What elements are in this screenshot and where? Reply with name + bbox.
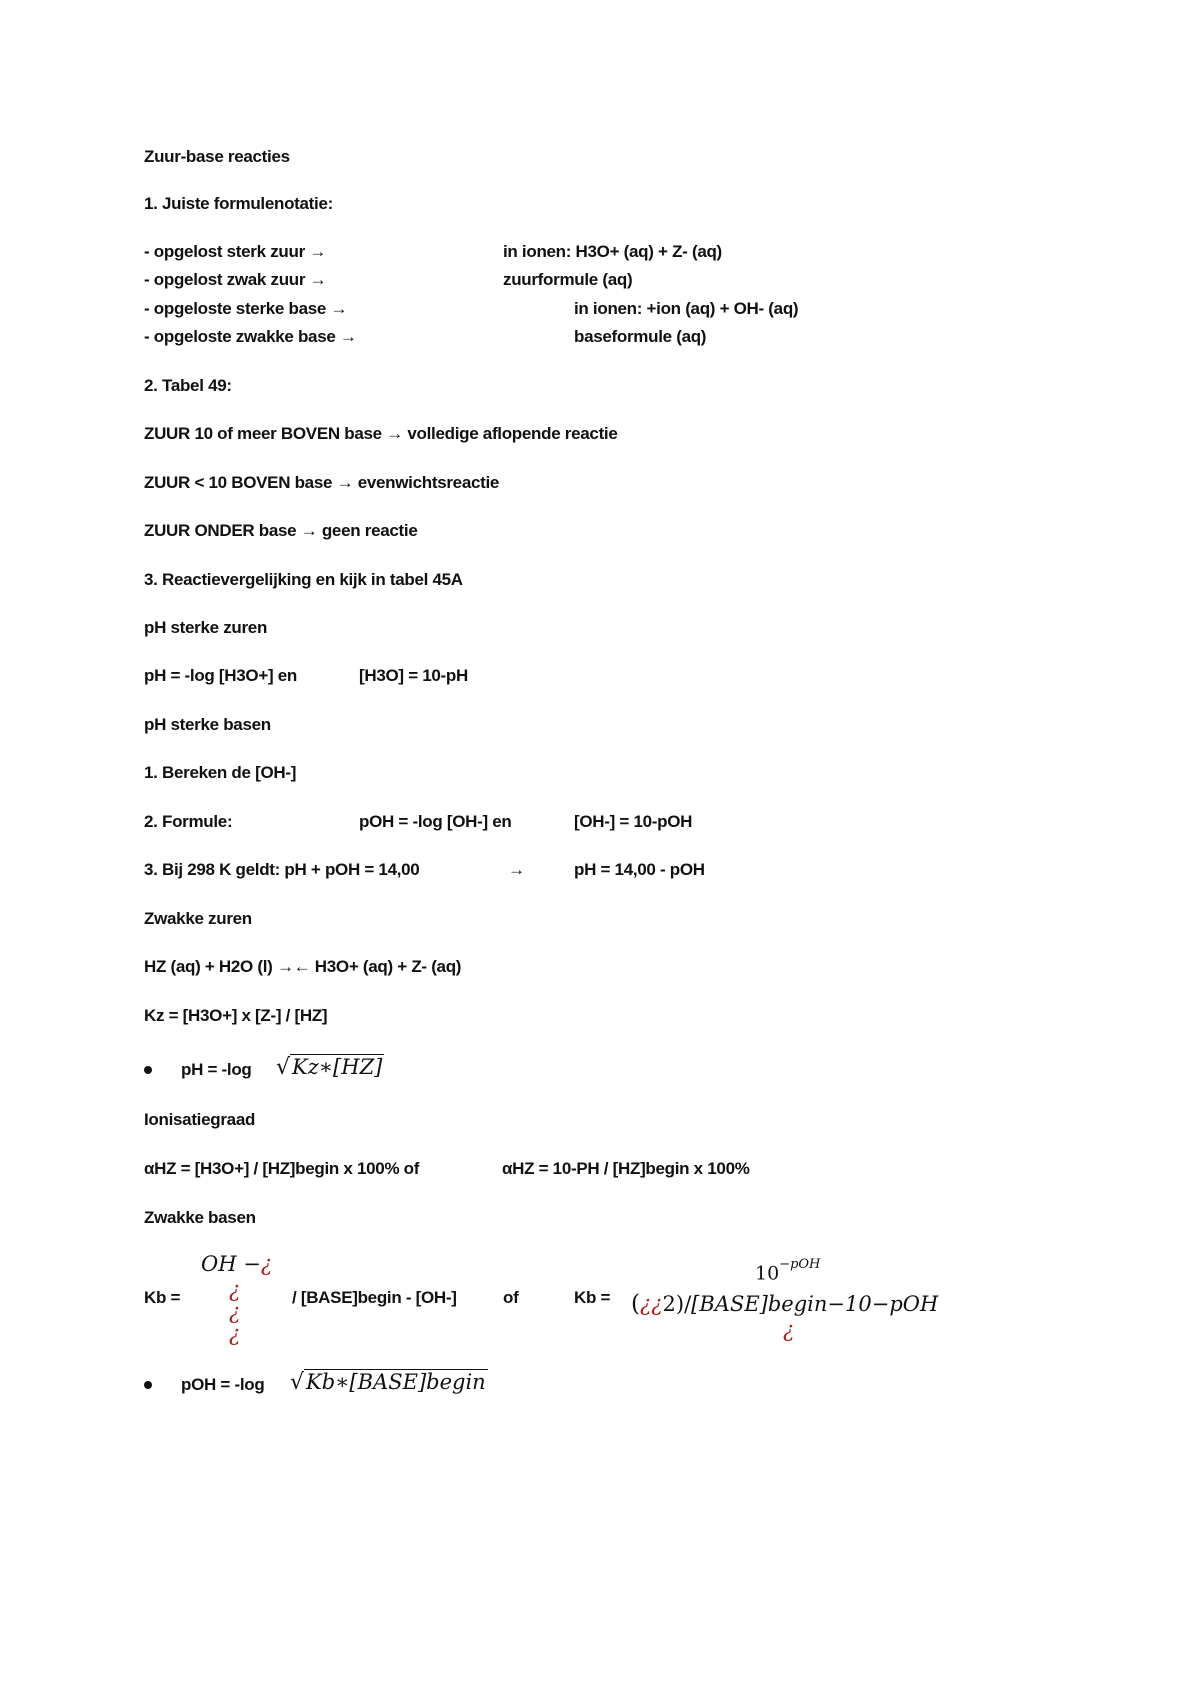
ionisation-heading: Ionisatiegraad xyxy=(144,1110,256,1129)
notation-row-left: - opgelost zwak zuur → xyxy=(144,270,327,289)
power-base: 10 xyxy=(755,1262,780,1285)
begin-term: begin−10−pOH xyxy=(767,1292,939,1316)
power-term xyxy=(755,1257,821,1285)
strong-acids-formula xyxy=(144,665,468,687)
notation-row-right: in ionen: +ion (aq) + OH- (aq) xyxy=(574,299,799,318)
notation-row-left: - opgeloste zwakke base → xyxy=(144,327,357,346)
kb-denominator-text: / [BASE]begin - [OH-] xyxy=(292,1288,457,1307)
weak-acids-heading: Zwakke zuren xyxy=(144,909,252,928)
strong-bases-step-1: 1. Bereken de [OH-] xyxy=(144,763,297,782)
table-49-rule: ZUUR 10 of meer BOVEN base → volledige aflopende reactie xyxy=(144,424,618,443)
step-2-label: 2. Formule: xyxy=(144,812,233,831)
base-term: [BASE] xyxy=(691,1292,768,1316)
ph-weak-acid-label: pH = -log xyxy=(181,1060,252,1079)
squared-slash: 2)/ xyxy=(662,1292,692,1316)
sqrt-expression xyxy=(276,1054,384,1080)
open-paren: ( xyxy=(631,1291,640,1317)
notation-row-left: - opgeloste sterke base → xyxy=(144,299,348,318)
step-3-result: pH = 14,00 - pOH xyxy=(574,860,705,879)
error-glyph: ¿ xyxy=(783,1318,795,1342)
poh-weak-base-label: pOH = -log xyxy=(181,1375,265,1394)
notation-row xyxy=(144,241,722,263)
strong-bases-step-3 xyxy=(144,859,705,881)
document-title: Zuur-base reacties xyxy=(144,147,290,166)
error-glyph: ¿ xyxy=(229,1278,241,1302)
notation-row-right: in ionen: H3O+ (aq) + Z- (aq) xyxy=(503,242,722,261)
h3o-formula: [H3O] = 10-pH xyxy=(359,666,468,685)
alpha-formula-right: αHZ = 10-PH / [HZ]begin x 100% xyxy=(502,1159,750,1178)
poh-formula: pOH = -log [OH-] en xyxy=(359,812,512,831)
step-3-arrow: → xyxy=(508,860,525,879)
bullet-icon xyxy=(144,1066,152,1074)
power-exponent: −pOH xyxy=(779,1257,821,1272)
error-glyph: ¿ xyxy=(260,1252,273,1276)
section-2-heading: 2. Tabel 49: xyxy=(144,376,232,395)
oh-formula: [OH-] = 10-pOH xyxy=(574,812,693,831)
or-word: of xyxy=(503,1288,519,1307)
kb-fraction-top xyxy=(201,1252,272,1276)
section-1-heading: 1. Juiste formulenotatie: xyxy=(144,194,333,213)
table-49-rule: ZUUR ONDER base → geen reactie xyxy=(144,521,418,540)
sqrt-icon: √ xyxy=(276,1055,291,1080)
notation-row xyxy=(144,298,799,320)
section-3-heading: 3. Reactievergelijking en kijk in tabel 45A xyxy=(144,570,463,589)
table-49-rule: ZUUR < 10 BOVEN base → evenwichtsreactie xyxy=(144,473,500,492)
sqrt-radicand: Kb∗[BASE]begin xyxy=(306,1370,486,1394)
error-glyph: ¿ xyxy=(639,1292,652,1316)
notation-row-right: zuurformule (aq) xyxy=(503,270,633,289)
error-glyph: ¿ xyxy=(229,1322,241,1346)
weak-acid-reaction: HZ (aq) + H2O (l) →← H3O+ (aq) + Z- (aq) xyxy=(144,957,462,976)
sqrt-expression xyxy=(290,1369,488,1395)
strong-bases-step-2 xyxy=(144,811,693,833)
step-3-label: 3. Bij 298 K geldt: pH + pOH = 14,00 xyxy=(144,860,420,879)
kb-label: Kb = xyxy=(144,1288,181,1307)
sqrt-radicand: Kz∗[HZ] xyxy=(292,1055,383,1079)
notation-row-right: baseformule (aq) xyxy=(574,327,707,346)
error-glyph: ¿ xyxy=(651,1292,663,1316)
notation-row xyxy=(144,326,707,348)
strong-acids-heading: pH sterke zuren xyxy=(144,618,268,637)
weak-bases-heading: Zwakke basen xyxy=(144,1208,256,1227)
sqrt-icon: √ xyxy=(290,1370,305,1395)
notation-row-left: - opgelost sterk zuur → xyxy=(144,242,327,261)
notation-row xyxy=(144,269,633,291)
alpha-formula-left: αHZ = [H3O+] / [HZ]begin x 100% of xyxy=(144,1159,420,1178)
bullet-icon xyxy=(144,1381,152,1389)
oh-term: OH − xyxy=(201,1252,261,1276)
kb-expression-2 xyxy=(631,1291,938,1317)
strong-bases-heading: pH sterke basen xyxy=(144,715,271,734)
ph-formula: pH = -log [H3O+] en xyxy=(144,666,297,685)
error-glyph: ¿ xyxy=(229,1300,241,1324)
ionisation-formula xyxy=(144,1158,750,1180)
kz-formula: Kz = [H3O+] x [Z-] / [HZ] xyxy=(144,1006,328,1025)
kb-label-2: Kb = xyxy=(574,1288,611,1307)
